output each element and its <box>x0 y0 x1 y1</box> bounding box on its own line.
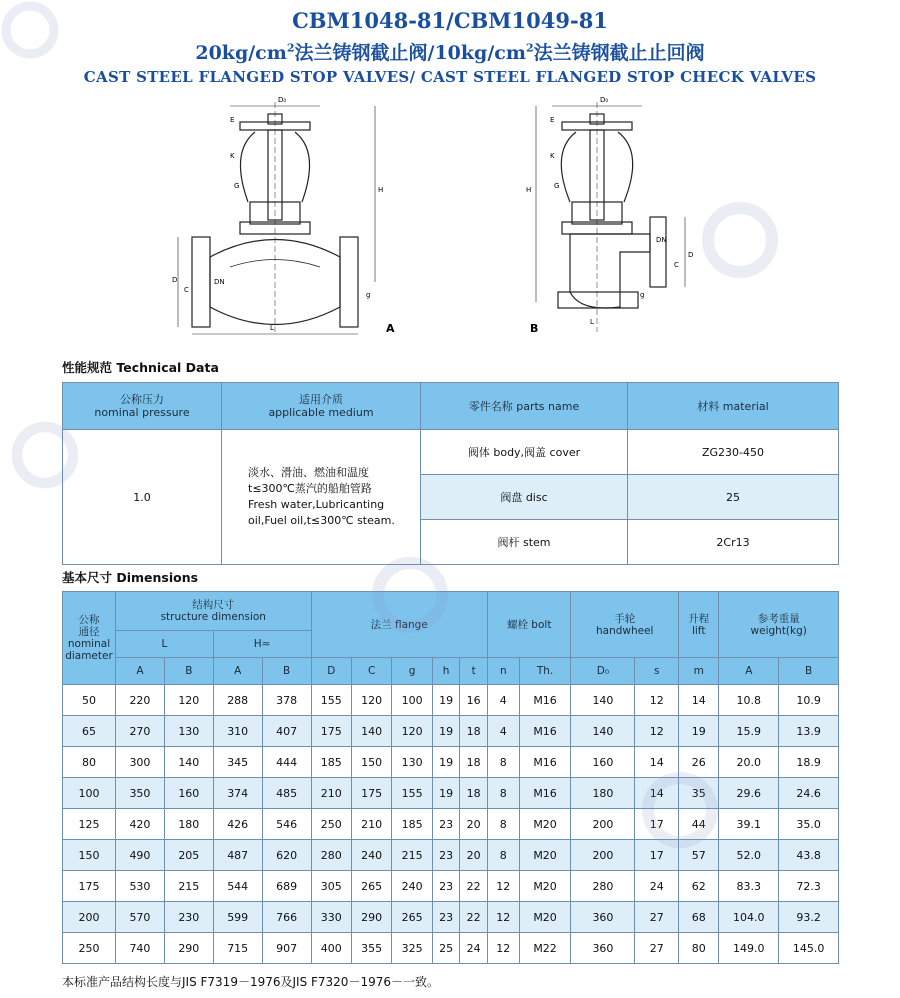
header-h-a: A <box>213 658 262 685</box>
dim-label-g2-b: g <box>640 291 645 299</box>
header-s: s <box>635 658 679 685</box>
part-name-cell: 阀盘 disc <box>421 475 628 520</box>
cell-d: 400 <box>311 933 351 964</box>
subtitle-sup-1: 2 <box>286 41 295 55</box>
cell-weight-b: 93.2 <box>779 902 839 933</box>
cell-weight-a: 104.0 <box>719 902 779 933</box>
cell-th: M16 <box>519 747 571 778</box>
cell-t: 22 <box>460 871 488 902</box>
material-cell: 2Cr13 <box>628 520 839 565</box>
main-title: CBM1048-81/CBM1049-81 <box>292 8 608 33</box>
cell-h-b: 620 <box>262 840 311 871</box>
cell-weight-a: 52.0 <box>719 840 779 871</box>
cell-g: 155 <box>392 778 432 809</box>
cell-c: 265 <box>351 871 391 902</box>
cell-c: 150 <box>351 747 391 778</box>
table-row <box>63 840 839 871</box>
medium-line-4: oil,Fuel oil,t≤300℃ steam. <box>248 514 395 527</box>
footnote: 本标准产品结构长度与JIS F7319－1976及JIS F7320－1976－一致。 <box>62 975 439 989</box>
cell-l-b: 205 <box>164 840 213 871</box>
cell-dn: 250 <box>63 933 116 964</box>
cell-d: 155 <box>311 685 351 716</box>
cell-c: 355 <box>351 933 391 964</box>
hdr-handwheel-cn: 手轮 <box>614 612 636 625</box>
cell-t: 16 <box>460 685 488 716</box>
cell-h: 19 <box>432 716 460 747</box>
cell-dn: 200 <box>63 902 116 933</box>
cell-n: 12 <box>487 933 519 964</box>
watermark-logo-icon <box>640 770 720 850</box>
cell-l-b: 130 <box>164 716 213 747</box>
pressure-value: 1.0 <box>63 430 222 565</box>
cell-g: 185 <box>392 809 432 840</box>
cell-h-a: 426 <box>213 809 262 840</box>
cell-weight-b: 43.8 <box>779 840 839 871</box>
material-cell: ZG230-450 <box>628 430 839 475</box>
cell-weight-a: 29.6 <box>719 778 779 809</box>
dim-label-c-a: C <box>184 286 189 294</box>
cell-s: 27 <box>635 933 679 964</box>
cell-l-a: 420 <box>116 809 165 840</box>
technical-row <box>63 430 839 475</box>
cell-h-a: 599 <box>213 902 262 933</box>
cell-weight-b: 18.9 <box>779 747 839 778</box>
dim-label-l-b: L <box>590 318 594 326</box>
cell-l-b: 160 <box>164 778 213 809</box>
cell-m: 26 <box>679 747 719 778</box>
cell-d0: 360 <box>571 933 635 964</box>
header-parts-name: 零件名称 parts name <box>421 383 628 430</box>
header-handwheel <box>571 592 679 658</box>
dim-label-h-b: H <box>526 186 532 194</box>
cell-s: 12 <box>635 716 679 747</box>
cell-g: 240 <box>392 871 432 902</box>
cell-s: 17 <box>635 809 679 840</box>
header-n: n <box>487 658 519 685</box>
cell-m: 35 <box>679 778 719 809</box>
part-name-cell: 阀体 body,阀盖 cover <box>421 430 628 475</box>
cell-l-b: 215 <box>164 871 213 902</box>
dimensions-table <box>62 591 839 964</box>
cell-g: 100 <box>392 685 432 716</box>
cell-d: 280 <box>311 840 351 871</box>
cell-h: 19 <box>432 778 460 809</box>
cell-m: 14 <box>679 685 719 716</box>
cell-h-a: 715 <box>213 933 262 964</box>
subtitle-part-3: 法兰铸钢截止止回阀 <box>533 42 705 64</box>
watermark-logo-icon <box>0 0 60 60</box>
cell-c: 290 <box>351 902 391 933</box>
dim-label-c-b: C <box>674 261 679 269</box>
cell-t: 22 <box>460 902 488 933</box>
cell-h-b: 546 <box>262 809 311 840</box>
hdr-nominal-en: nominal <box>67 638 111 650</box>
technical-data-table <box>62 382 839 565</box>
cell-g: 215 <box>392 840 432 871</box>
dimensions-body <box>63 685 839 964</box>
technical-data-title: 性能规范 Technical Data <box>62 360 219 375</box>
cell-h-b: 378 <box>262 685 311 716</box>
cell-th: M16 <box>519 685 571 716</box>
cell-h-a: 310 <box>213 716 262 747</box>
cell-weight-a: 10.8 <box>719 685 779 716</box>
cell-h-b: 689 <box>262 871 311 902</box>
cell-c: 120 <box>351 685 391 716</box>
hdr-handwheel-en: handwheel <box>595 624 654 637</box>
cell-d: 210 <box>311 778 351 809</box>
cell-l-a: 270 <box>116 716 165 747</box>
cell-dn: 50 <box>63 685 116 716</box>
header-medium-cn: 适用介质 <box>299 393 343 406</box>
table-row <box>63 778 839 809</box>
header-weight <box>719 592 839 658</box>
header-h: H≈ <box>213 631 311 658</box>
hdr-structure-en: structure dimension <box>160 611 266 623</box>
cell-n: 8 <box>487 747 519 778</box>
cell-d: 175 <box>311 716 351 747</box>
header-material: 材料 material <box>628 383 839 430</box>
cell-l-b: 120 <box>164 685 213 716</box>
cell-t: 18 <box>460 778 488 809</box>
subtitle-part-2: 法兰铸钢截止阀/10kg/cm <box>294 42 526 64</box>
hdr-nominal-cn2: 通径 <box>78 626 100 638</box>
cell-th: M20 <box>519 871 571 902</box>
header-medium-en: applicable medium <box>268 406 374 419</box>
subtitle-sup-2: 2 <box>525 41 534 55</box>
cell-weight-a: 20.0 <box>719 747 779 778</box>
hdr-weight-en: weight(kg) <box>750 624 807 637</box>
header-nominal-diameter <box>63 592 116 685</box>
cell-c: 175 <box>351 778 391 809</box>
cell-h: 19 <box>432 685 460 716</box>
cell-h: 23 <box>432 871 460 902</box>
dim-label-g-a: G <box>234 182 240 190</box>
medium-line-1: 淡水、滑油、燃油和温度 <box>248 466 369 479</box>
dim-label-l-a: L <box>270 324 274 332</box>
cell-d0: 200 <box>571 840 635 871</box>
part-name-cell: 阀杆 stem <box>421 520 628 565</box>
table-row <box>63 716 839 747</box>
cell-dn: 80 <box>63 747 116 778</box>
header-g: g <box>392 658 432 685</box>
dim-label-d0-a: D₀ <box>278 96 287 104</box>
valve-drawing-a <box>170 92 400 342</box>
header-h-flange: h <box>432 658 460 685</box>
cell-t: 18 <box>460 747 488 778</box>
cell-h-b: 407 <box>262 716 311 747</box>
cell-d: 250 <box>311 809 351 840</box>
cell-s: 12 <box>635 685 679 716</box>
cell-th: M22 <box>519 933 571 964</box>
dim-label-dn-a: DN <box>214 278 225 286</box>
cell-d0: 180 <box>571 778 635 809</box>
cell-g: 265 <box>392 902 432 933</box>
cell-weight-a: 39.1 <box>719 809 779 840</box>
cell-l-a: 220 <box>116 685 165 716</box>
technical-header-row <box>63 383 839 430</box>
cell-n: 8 <box>487 840 519 871</box>
cell-h: 23 <box>432 840 460 871</box>
cell-d0: 160 <box>571 747 635 778</box>
cell-weight-a: 83.3 <box>719 871 779 902</box>
cell-m: 80 <box>679 933 719 964</box>
dim-label-d-a: D <box>172 276 178 284</box>
dim-label-e-a: E <box>230 116 235 124</box>
table-row <box>63 871 839 902</box>
cell-weight-b: 13.9 <box>779 716 839 747</box>
cell-n: 4 <box>487 716 519 747</box>
header-h-b: B <box>262 658 311 685</box>
cell-l-b: 230 <box>164 902 213 933</box>
drawing-b-label: B <box>530 322 539 335</box>
header-d0: D₀ <box>571 658 635 685</box>
header-flange: 法兰 flange <box>311 592 487 658</box>
medium-line-2: t≤300℃蒸汽的船舶管路 <box>248 482 372 495</box>
header-weight-a: A <box>719 658 779 685</box>
hdr-lift-cn: 升程 <box>688 612 710 625</box>
cell-dn: 100 <box>63 778 116 809</box>
hdr-nominal-cn: 公称 <box>78 614 100 626</box>
cell-g: 130 <box>392 747 432 778</box>
material-cell: 25 <box>628 475 839 520</box>
cell-c: 140 <box>351 716 391 747</box>
cell-n: 4 <box>487 685 519 716</box>
dims-header-row-3 <box>63 658 839 685</box>
cell-m: 62 <box>679 871 719 902</box>
cell-th: M16 <box>519 778 571 809</box>
cell-weight-b: 24.6 <box>779 778 839 809</box>
header-nominal-pressure <box>63 383 222 430</box>
cell-weight-b: 72.3 <box>779 871 839 902</box>
cell-d0: 200 <box>571 809 635 840</box>
header-l: L <box>116 631 214 658</box>
header-l-b: B <box>164 658 213 685</box>
cell-d0: 140 <box>571 685 635 716</box>
cell-dn: 150 <box>63 840 116 871</box>
cell-n: 12 <box>487 871 519 902</box>
table-row <box>63 747 839 778</box>
dim-label-g2-a: g <box>366 291 371 299</box>
cell-d: 330 <box>311 902 351 933</box>
watermark-logo-icon <box>370 555 450 635</box>
header-c: C <box>351 658 391 685</box>
cell-d: 185 <box>311 747 351 778</box>
cell-s: 17 <box>635 840 679 871</box>
cell-dn: 175 <box>63 871 116 902</box>
cell-h: 25 <box>432 933 460 964</box>
dims-header-row-1 <box>63 592 839 631</box>
cell-c: 240 <box>351 840 391 871</box>
hdr-lift-en: lift <box>691 624 706 637</box>
header-l-a: A <box>116 658 165 685</box>
cell-l-b: 180 <box>164 809 213 840</box>
cell-th: M20 <box>519 809 571 840</box>
drawing-a-label: A <box>386 322 395 335</box>
cell-l-b: 290 <box>164 933 213 964</box>
dim-label-d0-b: D₀ <box>600 96 609 104</box>
cell-d: 305 <box>311 871 351 902</box>
cell-m: 44 <box>679 809 719 840</box>
cell-th: M20 <box>519 902 571 933</box>
header-d: D <box>311 658 351 685</box>
medium-line-3: Fresh water,Lubricanting <box>248 498 385 511</box>
header-bolt: 螺栓 bolt <box>487 592 571 658</box>
cell-s: 14 <box>635 778 679 809</box>
dim-label-e-b: E <box>550 116 555 124</box>
cell-n: 8 <box>487 809 519 840</box>
hdr-weight-cn: 参考重量 <box>757 612 800 625</box>
dim-label-dn-b: DN <box>656 236 667 244</box>
english-title: CAST STEEL FLANGED STOP VALVES/ CAST STEEL FLANGED STOP CHECK VALVES <box>83 68 817 86</box>
watermark-logo-icon <box>700 200 780 280</box>
cell-weight-a: 15.9 <box>719 716 779 747</box>
medium-value <box>222 430 421 565</box>
cell-l-a: 530 <box>116 871 165 902</box>
cell-t: 20 <box>460 809 488 840</box>
cell-l-a: 740 <box>116 933 165 964</box>
table-row <box>63 933 839 964</box>
cell-h: 23 <box>432 902 460 933</box>
cell-d0: 280 <box>571 871 635 902</box>
dim-label-g-b: G <box>554 182 560 190</box>
cell-h-b: 766 <box>262 902 311 933</box>
cell-h-a: 288 <box>213 685 262 716</box>
header-lift <box>679 592 719 658</box>
cell-h: 19 <box>432 747 460 778</box>
header-pressure-en: nominal pressure <box>94 406 190 419</box>
header-m: m <box>679 658 719 685</box>
table-row <box>63 809 839 840</box>
cell-dn: 125 <box>63 809 116 840</box>
table-row <box>63 685 839 716</box>
cell-d0: 360 <box>571 902 635 933</box>
cell-d0: 140 <box>571 716 635 747</box>
cell-g: 325 <box>392 933 432 964</box>
header-th: Th. <box>519 658 571 685</box>
cell-t: 20 <box>460 840 488 871</box>
header-weight-b: B <box>779 658 839 685</box>
cell-th: M16 <box>519 716 571 747</box>
cell-weight-a: 149.0 <box>719 933 779 964</box>
cell-weight-b: 35.0 <box>779 809 839 840</box>
cell-h-b: 444 <box>262 747 311 778</box>
cell-l-a: 300 <box>116 747 165 778</box>
cell-h-a: 487 <box>213 840 262 871</box>
cell-n: 12 <box>487 902 519 933</box>
cell-dn: 65 <box>63 716 116 747</box>
dim-label-d-b: D <box>688 251 694 259</box>
header-structure-dimension <box>116 592 312 631</box>
table-row <box>63 902 839 933</box>
dim-label-k-a: K <box>230 152 235 160</box>
dimensions-title: 基本尺寸 Dimensions <box>62 570 199 585</box>
header-pressure-cn: 公称压力 <box>120 393 164 406</box>
cell-h-a: 374 <box>213 778 262 809</box>
chinese-subtitle <box>0 38 900 65</box>
subtitle-part-1: 20kg/cm <box>195 42 287 64</box>
dim-label-h-a: H <box>378 186 384 194</box>
cell-weight-b: 145.0 <box>779 933 839 964</box>
cell-m: 19 <box>679 716 719 747</box>
hdr-nominal-en2: diameter <box>65 650 113 662</box>
cell-weight-b: 10.9 <box>779 685 839 716</box>
cell-g: 120 <box>392 716 432 747</box>
cell-t: 24 <box>460 933 488 964</box>
cell-l-a: 570 <box>116 902 165 933</box>
cell-l-b: 140 <box>164 747 213 778</box>
cell-h: 23 <box>432 809 460 840</box>
cell-t: 18 <box>460 716 488 747</box>
header-t: t <box>460 658 488 685</box>
cell-s: 14 <box>635 747 679 778</box>
watermark-logo-icon <box>10 420 80 490</box>
cell-l-a: 350 <box>116 778 165 809</box>
cell-n: 8 <box>487 778 519 809</box>
header-applicable-medium <box>222 383 421 430</box>
cell-th: M20 <box>519 840 571 871</box>
cell-s: 24 <box>635 871 679 902</box>
cell-h-a: 345 <box>213 747 262 778</box>
cell-c: 210 <box>351 809 391 840</box>
cell-m: 68 <box>679 902 719 933</box>
cell-s: 27 <box>635 902 679 933</box>
cell-h-b: 907 <box>262 933 311 964</box>
cell-h-b: 485 <box>262 778 311 809</box>
hdr-structure-cn: 结构尺寸 <box>192 599 235 611</box>
cell-l-a: 490 <box>116 840 165 871</box>
cell-h-a: 544 <box>213 871 262 902</box>
cell-m: 57 <box>679 840 719 871</box>
valve-drawing-b <box>520 92 720 342</box>
dim-label-k-b: K <box>550 152 555 160</box>
